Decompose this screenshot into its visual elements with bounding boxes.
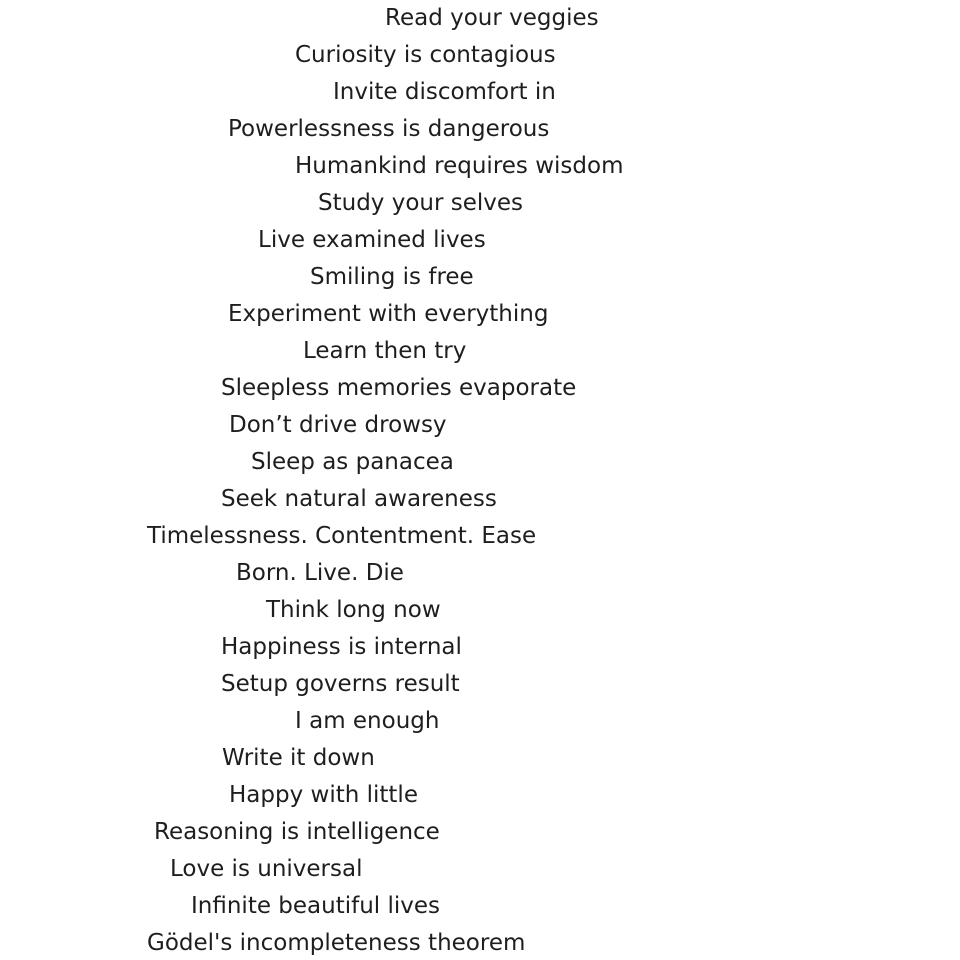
poem-line: Invite discomfort in	[333, 79, 556, 105]
poem-line: Read your veggies	[385, 5, 599, 31]
poem-line: Seek natural awareness	[221, 486, 497, 512]
poem-line: Happiness is internal	[221, 634, 462, 660]
poem-line: Experiment with everything	[228, 301, 549, 327]
poem-line: Live examined lives	[258, 227, 486, 253]
poem-line: Gödel's incompleteness theorem	[147, 930, 526, 956]
poem-line: Born. Live. Die	[236, 560, 404, 586]
poem-line: Humankind requires wisdom	[295, 153, 624, 179]
poem-line: Happy with little	[229, 782, 418, 808]
poem-line: Study your selves	[318, 190, 524, 216]
poem-line: Powerlessness is dangerous	[228, 116, 550, 142]
poem-line: Setup governs result	[221, 671, 460, 697]
poem-line: Sleep as panacea	[251, 449, 454, 475]
poem-line: Smiling is free	[310, 264, 474, 290]
poem-line: Learn then try	[303, 338, 467, 364]
poem-line: Infinite beautiful lives	[191, 893, 441, 919]
poem-line: Think long now	[266, 597, 441, 623]
poem-line: Timelessness. Contentment. Ease	[147, 523, 537, 549]
poem-line: Sleepless memories evaporate	[221, 375, 577, 401]
poem-line: Reasoning is intelligence	[154, 819, 440, 845]
poem-line: Don’t drive drowsy	[229, 412, 447, 438]
poem-line: I am enough	[295, 708, 440, 734]
poem-line: Write it down	[222, 745, 375, 771]
poem-line: Love is universal	[170, 856, 363, 882]
poem-line: Curiosity is contagious	[295, 42, 556, 68]
